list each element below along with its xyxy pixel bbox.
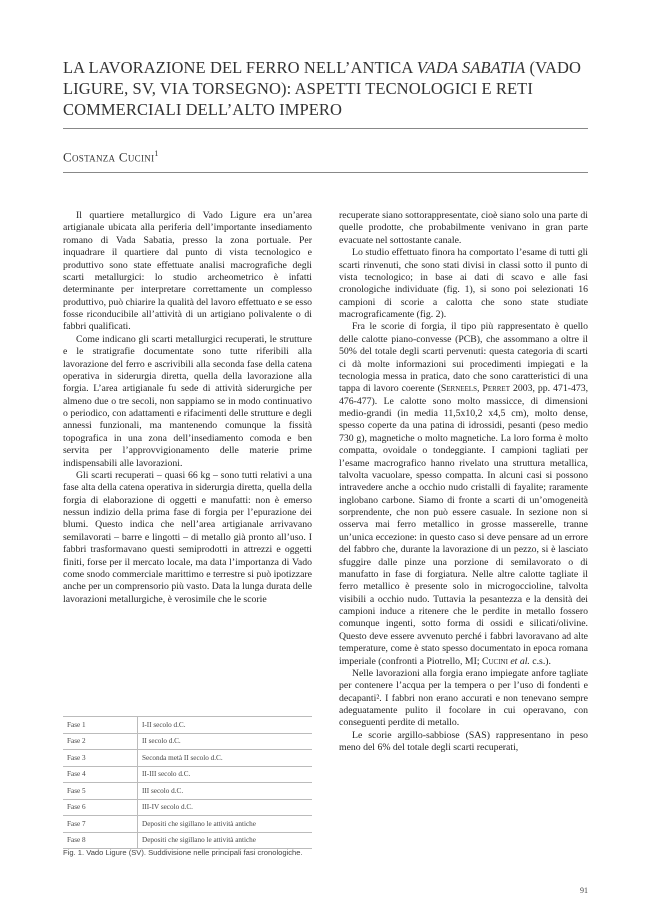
phase-label: Fase 3 [63, 750, 138, 767]
paragraph: Lo studio effettuato finora ha comportato l’esame di tutti gli scarti rinvenuti, che sono stati divisi in classi sotto il punto di vista tecnologico; in base ai dati di scavo e alle fasi cronologiche individuate (fig. 1), si sono poi selezionati 16 campioni di scorie a calotta che sono state studiate macrograficamente (fig. 2). [339, 247, 588, 320]
table-row [63, 832, 312, 849]
phase-label: Fase 1 [63, 717, 138, 734]
phase-description: Depositi che sigillano le attività antiche [138, 832, 313, 849]
article-title: LA LAVORAZIONE DEL FERRO NELL’ANTICA VADA SABATIA (VADO LIGURE, SV, VIA TORSEGNO): ASPETTI TECNOLOGICI E RETI COMMERCIALI DELL’ALTO IMPERO [63, 58, 582, 119]
table-row [63, 733, 312, 750]
paragraph: Come indicano gli scarti metallurgici recuperati, le strutture e le stratigrafie documentate sono tutte riferibili alla lavorazione del ferro e ascrivibili alla seconda fase della catena operativa in siderurgia diretta, quella della lavorazione alla forgia. L’area artigianale fu sede di attività siderurgiche per almeno due o tre secoli, non sappiamo se in modo continuativo o periodico, con adattamenti e rifacimenti delle strutture e degli annessi funzionali, ma mantenendo comunque la fissità topografica in una zona dell’insediamento comoda e ben servita per l’approvvigionamento delle materie prime indispensabili alle lavorazioni. [63, 333, 312, 469]
table-row [63, 766, 312, 783]
paragraph: Gli scarti recuperati – quasi 66 kg – sono tutti relativi a una fase alta della catena operativa in siderurgia diretta, quella della forgia di elaborazione di oggetti e manufatti: non è emerso nessun indizio della prima fase di forgia per l’epurazione dei blumi. Questo indica che nell’area artigianale arrivavano semilavorati – barre e lingotti – di metallo già pronto all’uso. I fabbri trasformavano questi semiprodotti in attrezzi e oggetti finiti, forse per il mercato locale, ma data l’importanza di Vado come snodo commerciale marittimo e terrestre si può ipotizzare anche per un comprensorio più vasto. Data la lunga durata delle lavorazioni metallurgiche, è verosimile che le scorie [63, 469, 312, 605]
phase-description: III secolo d.C. [138, 783, 313, 800]
phase-label: Fase 5 [63, 783, 138, 800]
author-footnote-marker: 1 [154, 149, 159, 158]
paragraph: Il quartiere metallurgico di Vado Ligure era un’area artigianale ubicata alla periferia dell’importante insediamento romano di Vada Sabatia, presso la zona portuale. Per inquadrare il quartiere dal punto di vista tecnologico e produttivo sono state effettuate analisi macrografiche degli scarti metallurgici: lo studio archeometrico è infatti determinante per interpretare correttamente un complesso produttivo, può chiarire la qualità del lavoro effettuato e se esso fosse riconducibile all’attività di un artigiano polivalente o di fabbri qualificati. [63, 210, 312, 333]
right-column [339, 210, 588, 755]
paragraph: recuperate siano sottorappresentate, cioè siano solo una parte di quelle prodotte, che probabilmente venivano in gran parte evacuate nel sottostante canale. [339, 210, 588, 246]
table-row [63, 717, 312, 734]
phase-description: Depositi che sigillano le attività antiche [138, 816, 313, 833]
paragraph: Le scorie argillo-sabbiose (SAS) rappresentano in peso meno del 6% del totale degli scarti recuperati, [339, 729, 588, 754]
paragraph: Fra le scorie di forgia, il tipo più rappresentato è quello delle calotte piano-convesse (PCB), che assommano a oltre il 50% del totale degli scarti pervenuti: questa categoria di scarti ci dà molte informazioni sui procedimenti impiegati e la tecnologia messa in pratica, dato che sono caratteristici di una tappa di lavoro coerente (Serneels, Perret 2003, pp. 471-473, 476-477). Le calotte sono molto massicce, di dimensioni medio-grandi (in media 11,5x10,2 x4,5 cm), molto dense, spesso coperte da una patina di idrossidi, pesanti (peso medio 730 g), magnetiche o molto magnetiche. La loro forma è molto compatta, ovoidale o tondeggiante. I campioni tagliati per l’esame macrografico hanno rivelato una struttura metallica, talvolta vacuolare, spesso compatta. In alcuni casi si possono intravedere anche a occhio nudo cristalli di fayalite; raramente inglobano carbone. Siamo di fronte a scarti di un’omogeneità sorprendente, che non può essere casuale. In sezione non si osserva mai ferro metallico in grosse masserelle, tranne un’unica eccezione: in questo caso si deve pensare ad un errore del fabbro che, durante la lavorazione di un pezzo, si è lasciato sfuggire dalle pinze una porzione di semilavorato o di manufatto in fase di forgiatura. Nelle altre calotte tagliate il ferro metallico è presente solo in microgoccioline, talvolta visibili a occhio nudo. Tuttavia la pesantezza e la densità dei campioni induce a ritenere che le perdite in metallo fossero comunque ingenti, sotto forma di ossidi e silicati/olivine. Questo deve essere avvenuto perché i fabbri lavoravano ad alte temperature, come è stato spesso documentato in epoca romana imperiale (confronti a Piotrello, MI; Cucini et al. c.s.). [339, 321, 589, 667]
phases-table [63, 716, 312, 849]
phase-description: II secolo d.C. [138, 733, 313, 750]
phase-label: Fase 6 [63, 799, 138, 816]
phase-description: Seconda metà II secolo d.C. [138, 750, 313, 767]
table-row [63, 783, 312, 800]
phase-label: Fase 7 [63, 816, 138, 833]
author-rule [63, 172, 588, 173]
table-row [63, 799, 312, 816]
phase-description: I-II secolo d.C. [138, 717, 313, 734]
page-number: 91 [580, 886, 588, 895]
figure-caption: Fig. 1. Vado Ligure (SV). Suddivisione nelle principali fasi cronologiche. [63, 848, 303, 857]
author-name: Costanza Cucini$^1$ [63, 149, 159, 165]
table-row [63, 750, 312, 767]
paragraph: Nelle lavorazioni alla forgia erano impiegate anfore tagliate per contenere l’acqua per la tempera o per l’uso di fondenti e decapanti². I fabbri non erano accurati e non tenevano sempre adeguatamente pulito il focolare in cui operavano, con conseguenti perdite di metallo. [339, 667, 588, 729]
left-column [63, 210, 312, 606]
phase-label: Fase 4 [63, 766, 138, 783]
phase-description: II-III secolo d.C. [138, 766, 313, 783]
phase-description: III-IV secolo d.C. [138, 799, 313, 816]
title-rule [63, 128, 588, 129]
table-row [63, 816, 312, 833]
phase-label: Fase 2 [63, 733, 138, 750]
phase-label: Fase 8 [63, 832, 138, 849]
